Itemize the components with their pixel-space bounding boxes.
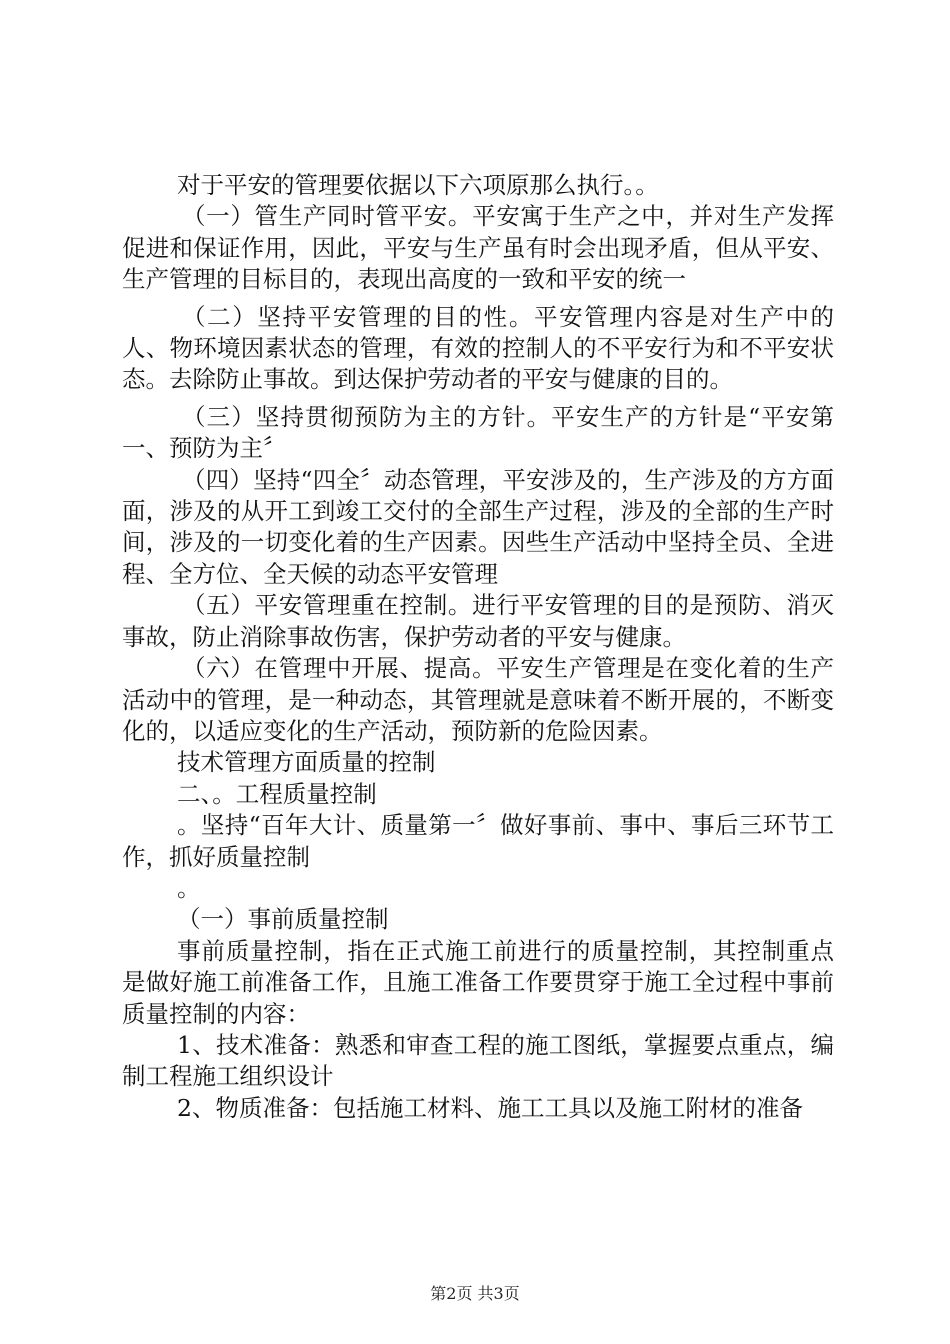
paragraph-principle-1: （一）管生产同时管平安。平安寓于生产之中，并对生产发挥促进和保证作用，因此，平安与生产虽有时会出现矛盾，但从平安、生产管理的目标目的，表现出高度的一致和平安的统一	[122, 202, 834, 294]
paragraph-principle-5: （五）平安管理重在控制。进行平安管理的目的是预防、消灭事故，防止消除事故伤害，保护劳动者的平安与健康。	[122, 591, 834, 651]
paragraph-intro: 对于平安的管理要依据以下六项原那么执行。。	[177, 171, 659, 199]
page-number: 第2页 共3页	[430, 1284, 520, 1303]
paragraph-principle-3: （三）坚持贯彻预防为主的方针。平安生产的方针是“平安第一、预防为主〞	[122, 402, 834, 463]
heading-tech-quality: 技术管理方面质量的控制	[177, 748, 436, 777]
paragraph-material-prep: 2、物质准备：包括施工材料、施工工具以及施工附材的准备	[177, 1093, 803, 1122]
heading-quality-control: 二、。工程质量控制	[177, 779, 377, 808]
paragraph-tech-prep: 1、技术准备：熟悉和审查工程的施工图纸，掌握要点重点，编制工程施工组织设计	[122, 1030, 834, 1091]
paragraph-principle-2: （二）坚持平安管理的目的性。平安管理内容是对生产中的人、物环境因素状态的管理，有效的控制人的不平安行为和不平安状态。去除防止事故。到达保护劳动者的平安与健康的目的。	[122, 302, 834, 394]
paragraph-quality-principle: 。坚持“百年大计、质量第一〞做好事前、事中、事后三环节工作，抓好质量控制	[122, 811, 834, 871]
paragraph-separator: 。	[177, 873, 201, 902]
heading-pre-quality: （一）事前质量控制	[177, 905, 389, 934]
paragraph-principle-4: （四）坚持“四全〞动态管理，平安涉及的，生产涉及的方方面面，涉及的从开工到竣工交付的全部生产过程，涉及的全部的生产时间，涉及的一切变化着的生产因素。因些生产活动中坚持全员、全进程、全方位、全天候的动态平安管理	[122, 465, 834, 588]
paragraph-principle-6: （六）在管理中开展、提高。平安生产管理是在变化着的生产活动中的管理，是一种动态，其管理就是意味着不断开展的，不断变化的，以适应变化的生产活动，预防新的危险因素。	[122, 654, 834, 745]
document-body	[122, 170, 834, 1124]
paragraph-pre-quality: 事前质量控制，指在正式施工前进行的质量控制，其控制重点是做好施工前准备工作，且施工准备工作要贯穿于施工全过程中事前质量控制的内容：	[122, 936, 834, 1028]
